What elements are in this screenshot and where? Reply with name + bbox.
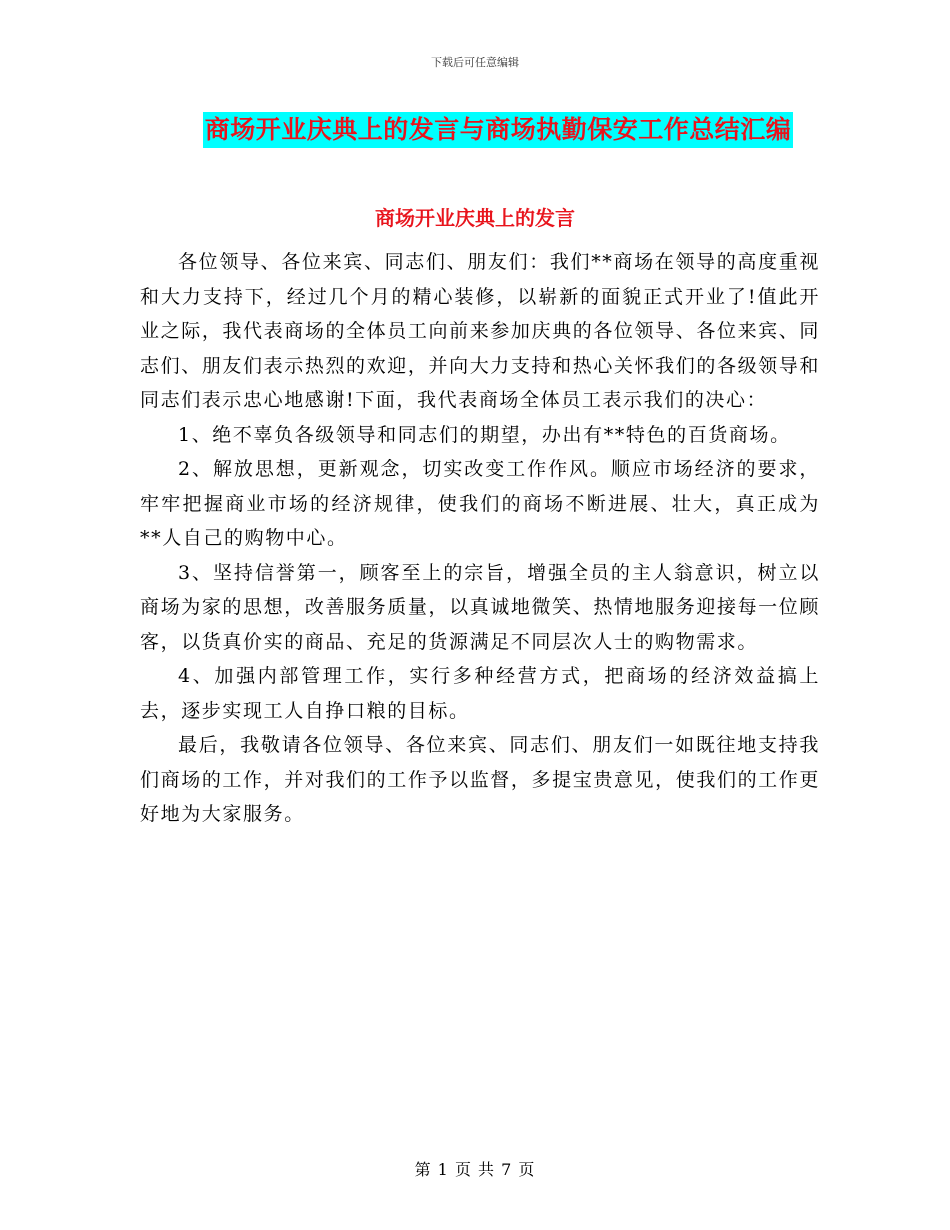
paragraph-point-4: 4、加强内部管理工作，实行多种经营方式，把商场的经济效益搞上去，逐步实现工人自挣口粮的目标。: [140, 665, 820, 722]
header-note: 下载后可任意编辑: [431, 56, 519, 69]
page-number-footer: 第 1 页 共 7 页: [414, 1160, 536, 1179]
document-body: [140, 245, 820, 832]
paragraph-point-1: 1、绝不辜负各级领导和同志们的期望，办出有**特色的百货商场。: [178, 423, 791, 446]
paragraph-point-3: 3、坚持信誉第一，顾客至上的宗旨，增强全员的主人翁意识，树立以商场为家的思想，改善服务质量，以真诚地微笑、热情地服务迎接每一位顾客，以货真价实的商品、充足的货源满足不同层次人士的购物需求。: [140, 561, 820, 653]
section-title: 商场开业庆典上的发言: [375, 206, 575, 230]
paragraph-closing: 最后，我敬请各位领导、各位来宾、同志们、朋友们一如既往地支持我们商场的工作，并对我们的工作予以监督，多提宝贵意见，使我们的工作更好地为大家服务。: [140, 734, 820, 825]
paragraph-greeting: 各位领导、各位来宾、同志们、朋友们：我们**商场在领导的高度重视和大力支持下，经过几个月的精心装修，以崭新的面貌正式开业了!值此开业之际，我代表商场的全体员工向前来参加庆典的各位领导、各位来宾、同志们、朋友们表示热烈的欢迎，并向大力支持和热心关怀我们的各级领导和同志们表示忠心地感谢!下面，我代表商场全体员工表示我们的决心：: [140, 251, 820, 411]
document-title-container: [0, 112, 950, 148]
document-title: 商场开业庆典上的发言与商场执勤保安工作总结汇编: [203, 112, 794, 148]
paragraph-point-2: 2、解放思想，更新观念，切实改变工作作风。顺应市场经济的要求，牢牢把握商业市场的经济规律，使我们的商场不断进展、壮大，真正成为**人自己的购物中心。: [140, 458, 820, 549]
